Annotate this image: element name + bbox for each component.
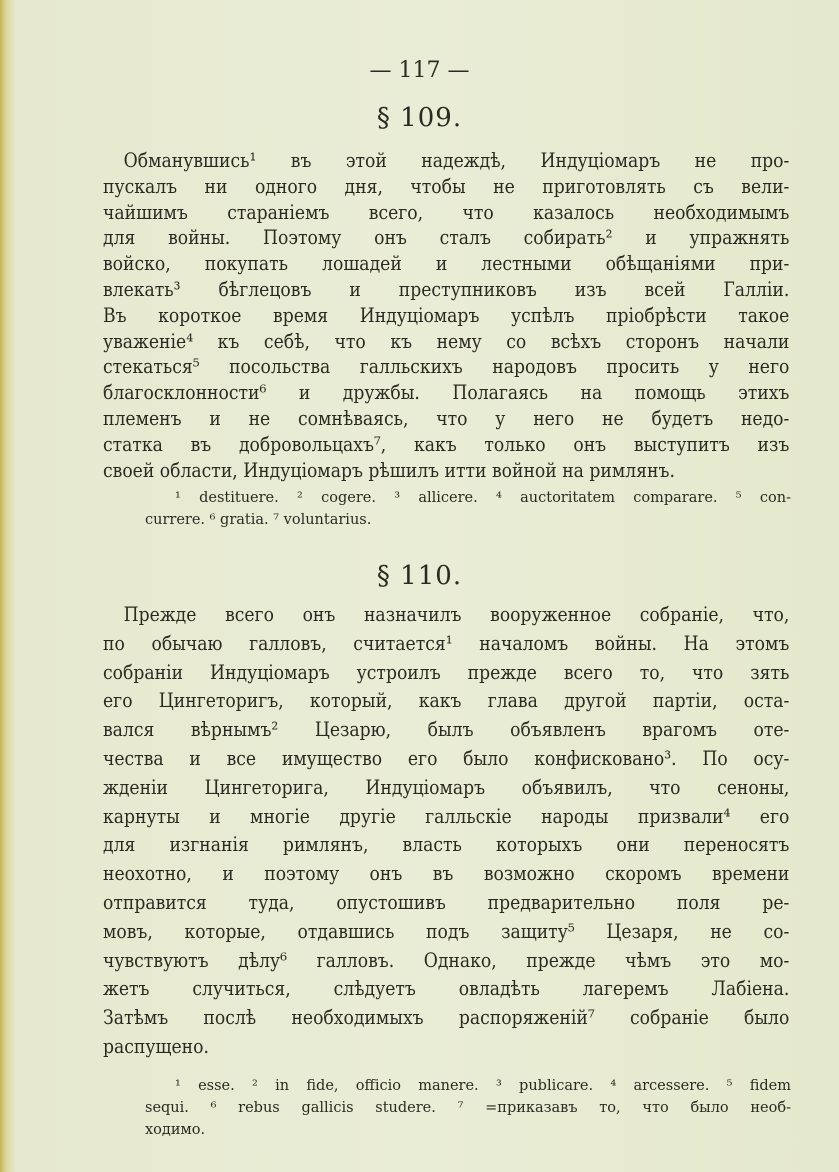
text-line: своей области, Индуціомаръ рѣшилъ итти войной на римлянъ. xyxy=(103,457,675,482)
text-line: Въ короткое время Индуціомаръ успѣлъ пріобрѣсти такое xyxy=(103,302,790,327)
section-110-footnotes xyxy=(145,1075,791,1141)
text-line: пускалъ ни одного дня, чтобы не приготовлять съ вели- xyxy=(103,173,790,198)
text-line: племенъ и не сомнѣваясь, что у него не будетъ недо- xyxy=(103,405,790,430)
text-line: распущено. xyxy=(103,1033,209,1058)
text-line: неохотно, и поэтому онъ въ возможно скоромъ времени xyxy=(103,861,790,886)
text-line: жетъ случиться, слѣдуетъ овладѣть лагеремъ Лабіена. xyxy=(103,976,790,1001)
text-line: карнуты и многіе другіе галльскіе народы призвали⁴ его xyxy=(103,803,790,828)
footnote-line: ходимо. xyxy=(145,1122,206,1138)
text-line: статка въ добровольцахъ⁷, какъ только онъ выступитъ изъ xyxy=(103,431,790,456)
text-line: стекаться⁵ посольства галльскихъ народовъ просить у него xyxy=(103,354,790,379)
section-110-text xyxy=(103,600,791,1061)
text-line: Прежде всего онъ назначилъ вооруженное собраніе, что, xyxy=(123,602,790,626)
section-heading-110: § 110. xyxy=(376,561,463,591)
text-line: по обычаю галловъ, считается¹ началомъ войны. На этомъ xyxy=(103,630,790,655)
text-line: уваженіе⁴ къ себѣ, что къ нему со всѣхъ сторонъ начали xyxy=(103,328,790,353)
text-line: Обманувшись¹ въ этой надеждѣ, Индуціомаръ не про- xyxy=(123,148,790,172)
text-line: Затѣмъ послѣ необходимыхъ распоряженій⁷ собраніе было xyxy=(103,1005,790,1030)
section-109-footnotes xyxy=(145,487,791,531)
text-line: вался вѣрнымъ² Цезарю, былъ объявленъ врагомъ оте- xyxy=(103,717,790,742)
text-line: его Цингеторигъ, который, какъ глава другой партіи, оста- xyxy=(103,688,790,713)
text-line: чества и все имущество его было конфисковано³. По осу- xyxy=(103,745,790,770)
footnote-line: ¹ esse. ² in fide, officio manere. ³ publicare. ⁴ arcessere. ⁵ fidem xyxy=(175,1078,791,1094)
page-number: — 117 — xyxy=(369,58,470,83)
text-line: влекать³ бѣглецовъ и преступниковъ изъ всей Галліи. xyxy=(103,276,790,301)
text-line: для войны. Поэтому онъ сталъ собирать² и упражнять xyxy=(103,225,790,250)
text-line: жденіи Цингеторига, Индуціомаръ объявилъ, что сеноны, xyxy=(103,774,790,799)
text-line: собраніи Индуціомаръ устроилъ прежде всего то, что зять xyxy=(103,659,790,684)
footnote-line: sequi. ⁶ rebus gallicis studere. ⁷ =приказавъ то, что было необ- xyxy=(145,1100,791,1116)
text-line: чайшимъ стараніемъ всего, что казалось необходимымъ xyxy=(103,199,790,224)
footnote-line: currere. ⁶ gratia. ⁷ voluntarius. xyxy=(145,512,372,528)
text-line: благосклонности⁶ и дружбы. Полагаясь на помощь этихъ xyxy=(103,380,790,405)
text-line: чувствуютъ дѣлу⁶ галловъ. Однако, прежде чѣмъ это мо- xyxy=(103,947,790,972)
text-line: войско, покупать лошадей и лестными обѣщаніями при- xyxy=(103,251,790,276)
text-line: отправится туда, опустошивъ предварительно поля ре- xyxy=(103,889,790,914)
text-line: для изгнанія римлянъ, власть которыхъ они переносятъ xyxy=(103,832,790,857)
text-line: мовъ, которые, отдавшись подъ защиту⁵ Цезаря, не со- xyxy=(103,918,790,943)
section-heading-109: § 109. xyxy=(376,103,463,133)
section-109-text xyxy=(103,148,791,483)
footnote-line: ¹ destituere. ² cogere. ³ allicere. ⁴ auctoritatem comparare. ⁵ con- xyxy=(175,490,791,506)
